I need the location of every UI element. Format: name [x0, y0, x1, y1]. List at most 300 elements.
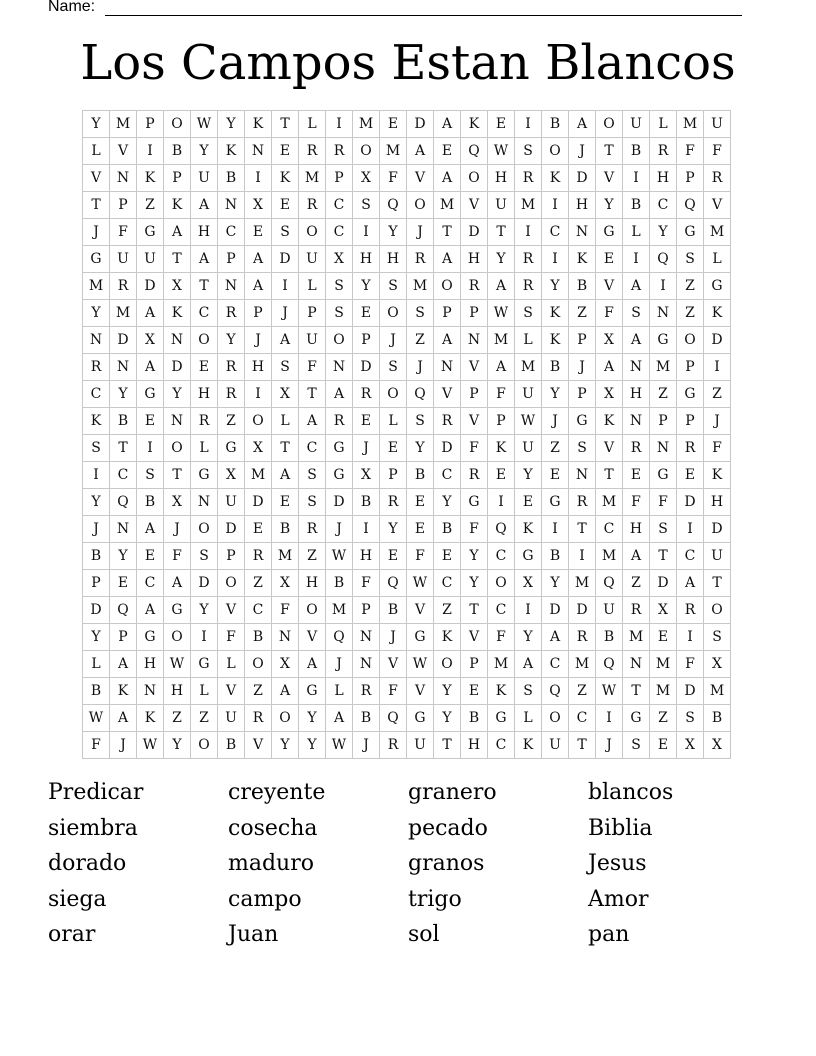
grid-cell: F	[461, 516, 488, 543]
grid-cell: A	[542, 624, 569, 651]
grid-cell: O	[461, 165, 488, 192]
grid-cell: E	[515, 489, 542, 516]
grid-cell: J	[407, 219, 434, 246]
grid-cell: P	[218, 246, 245, 273]
grid-cell: I	[515, 597, 542, 624]
grid-cell: P	[677, 165, 704, 192]
grid-cell: H	[650, 165, 677, 192]
grid-cell: R	[245, 705, 272, 732]
grid-cell: O	[164, 624, 191, 651]
grid-cell: A	[299, 651, 326, 678]
grid-cell: B	[218, 732, 245, 759]
grid-cell: V	[434, 381, 461, 408]
grid-cell: F	[650, 489, 677, 516]
grid-cell: I	[542, 246, 569, 273]
word-list-item: cosecha	[228, 815, 318, 841]
grid-cell: G	[407, 705, 434, 732]
grid-cell: K	[164, 192, 191, 219]
grid-cell: Y	[488, 246, 515, 273]
grid-cell: P	[677, 408, 704, 435]
grid-cell: J	[272, 300, 299, 327]
grid-cell: R	[677, 435, 704, 462]
grid-cell: R	[326, 138, 353, 165]
grid-cell: C	[650, 192, 677, 219]
grid-cell: G	[326, 435, 353, 462]
grid-cell: T	[623, 678, 650, 705]
grid-cell: L	[83, 651, 110, 678]
grid-cell: I	[488, 489, 515, 516]
grid-cell: O	[596, 111, 623, 138]
grid-cell: B	[353, 489, 380, 516]
grid-cell: N	[326, 354, 353, 381]
grid-cell: Y	[353, 273, 380, 300]
grid-cell: U	[515, 381, 542, 408]
grid-cell: C	[83, 381, 110, 408]
grid-cell: I	[704, 354, 731, 381]
word-list-item: trigo	[408, 886, 462, 912]
grid-cell: E	[434, 543, 461, 570]
grid-cell: O	[407, 192, 434, 219]
grid-cell: I	[353, 219, 380, 246]
grid-cell: J	[245, 327, 272, 354]
grid-cell: W	[137, 732, 164, 759]
grid-cell: T	[650, 543, 677, 570]
grid-cell: I	[326, 111, 353, 138]
grid-cell: U	[218, 705, 245, 732]
grid-cell: E	[407, 489, 434, 516]
grid-cell: P	[164, 165, 191, 192]
grid-cell: A	[137, 516, 164, 543]
grid-cell: H	[488, 165, 515, 192]
grid-cell: K	[515, 732, 542, 759]
grid-cell: Q	[542, 678, 569, 705]
grid-cell: E	[488, 111, 515, 138]
grid-cell: V	[218, 597, 245, 624]
grid-cell: R	[380, 732, 407, 759]
grid-cell: H	[353, 246, 380, 273]
grid-cell: Y	[515, 462, 542, 489]
grid-cell: Q	[461, 138, 488, 165]
grid-cell: S	[623, 732, 650, 759]
grid-cell: C	[542, 651, 569, 678]
grid-cell: O	[380, 381, 407, 408]
grid-cell: V	[218, 678, 245, 705]
grid-cell: M	[515, 354, 542, 381]
grid-cell: F	[704, 138, 731, 165]
grid-cell: C	[488, 597, 515, 624]
grid-cell: G	[218, 435, 245, 462]
grid-cell: W	[407, 651, 434, 678]
grid-cell: Q	[488, 516, 515, 543]
grid-cell: V	[83, 165, 110, 192]
grid-cell: C	[110, 462, 137, 489]
grid-cell: V	[461, 192, 488, 219]
grid-cell: M	[677, 111, 704, 138]
grid-cell: V	[461, 408, 488, 435]
grid-cell: U	[704, 111, 731, 138]
grid-cell: E	[380, 111, 407, 138]
grid-cell: N	[569, 219, 596, 246]
grid-cell: B	[272, 516, 299, 543]
grid-cell: T	[110, 435, 137, 462]
grid-cell: V	[461, 624, 488, 651]
grid-cell: B	[461, 705, 488, 732]
grid-cell: C	[191, 300, 218, 327]
grid-cell: K	[83, 408, 110, 435]
grid-cell: X	[272, 381, 299, 408]
grid-cell: A	[137, 300, 164, 327]
grid-cell: X	[704, 651, 731, 678]
grid-cell: Z	[650, 705, 677, 732]
grid-cell: K	[542, 300, 569, 327]
grid-cell: Y	[434, 678, 461, 705]
grid-cell: B	[83, 678, 110, 705]
grid-cell: K	[542, 327, 569, 354]
grid-cell: Y	[380, 219, 407, 246]
grid-cell: T	[299, 381, 326, 408]
grid-cell: J	[380, 327, 407, 354]
grid-cell: Z	[623, 570, 650, 597]
grid-cell: J	[110, 732, 137, 759]
grid-cell: G	[596, 219, 623, 246]
grid-cell: F	[218, 624, 245, 651]
grid-cell: M	[650, 651, 677, 678]
grid-cell: V	[596, 165, 623, 192]
grid-cell: O	[542, 705, 569, 732]
grid-cell: N	[164, 327, 191, 354]
grid-cell: R	[353, 678, 380, 705]
grid-cell: Q	[326, 624, 353, 651]
grid-cell: W	[83, 705, 110, 732]
grid-cell: J	[569, 354, 596, 381]
grid-cell: Z	[650, 381, 677, 408]
grid-cell: R	[434, 408, 461, 435]
grid-cell: M	[488, 651, 515, 678]
grid-cell: K	[137, 165, 164, 192]
grid-cell: Y	[83, 111, 110, 138]
grid-cell: R	[407, 246, 434, 273]
grid-cell: U	[515, 435, 542, 462]
grid-cell: A	[272, 327, 299, 354]
grid-cell: I	[650, 273, 677, 300]
grid-cell: U	[407, 732, 434, 759]
grid-cell: F	[488, 624, 515, 651]
grid-cell: L	[83, 138, 110, 165]
word-list-item: Biblia	[588, 815, 653, 841]
grid-cell: N	[110, 354, 137, 381]
grid-cell: D	[272, 246, 299, 273]
grid-cell: V	[407, 597, 434, 624]
grid-cell: A	[299, 408, 326, 435]
grid-cell: K	[569, 246, 596, 273]
grid-cell: K	[515, 516, 542, 543]
grid-cell: D	[434, 435, 461, 462]
grid-cell: H	[461, 246, 488, 273]
grid-cell: I	[83, 462, 110, 489]
grid-cell: F	[83, 732, 110, 759]
grid-cell: L	[218, 651, 245, 678]
grid-cell: G	[137, 624, 164, 651]
grid-cell: P	[488, 408, 515, 435]
grid-cell: S	[677, 705, 704, 732]
grid-cell: N	[623, 408, 650, 435]
grid-cell: S	[623, 300, 650, 327]
grid-cell: U	[191, 165, 218, 192]
grid-cell: D	[569, 165, 596, 192]
grid-cell: K	[488, 678, 515, 705]
grid-cell: J	[542, 408, 569, 435]
grid-cell: W	[326, 732, 353, 759]
grid-cell: B	[542, 111, 569, 138]
grid-cell: A	[272, 678, 299, 705]
grid-cell: C	[488, 543, 515, 570]
grid-cell: T	[461, 597, 488, 624]
grid-cell: G	[191, 462, 218, 489]
grid-cell: J	[326, 651, 353, 678]
grid-cell: C	[488, 732, 515, 759]
grid-cell: G	[461, 489, 488, 516]
grid-cell: W	[488, 138, 515, 165]
grid-cell: T	[488, 219, 515, 246]
grid-cell: F	[677, 651, 704, 678]
grid-cell: B	[83, 543, 110, 570]
grid-cell: O	[272, 705, 299, 732]
grid-cell: S	[326, 300, 353, 327]
grid-cell: K	[137, 705, 164, 732]
grid-cell: E	[407, 516, 434, 543]
grid-cell: F	[272, 597, 299, 624]
grid-cell: Y	[83, 300, 110, 327]
grid-cell: U	[137, 246, 164, 273]
grid-cell: A	[191, 246, 218, 273]
grid-cell: A	[623, 327, 650, 354]
grid-cell: N	[650, 435, 677, 462]
grid-cell: M	[380, 138, 407, 165]
grid-cell: B	[542, 354, 569, 381]
grid-cell: B	[380, 597, 407, 624]
grid-cell: E	[650, 732, 677, 759]
grid-cell: I	[569, 543, 596, 570]
grid-cell: P	[677, 354, 704, 381]
grid-cell: R	[515, 273, 542, 300]
grid-cell: N	[110, 165, 137, 192]
grid-cell: X	[245, 192, 272, 219]
grid-cell: D	[650, 570, 677, 597]
grid-cell: E	[137, 408, 164, 435]
grid-cell: A	[137, 354, 164, 381]
grid-cell: T	[272, 435, 299, 462]
grid-cell: X	[596, 327, 623, 354]
grid-cell: V	[596, 435, 623, 462]
name-blank-line	[105, 15, 742, 16]
grid-cell: H	[191, 381, 218, 408]
grid-cell: N	[191, 489, 218, 516]
grid-cell: I	[272, 273, 299, 300]
grid-cell: G	[650, 327, 677, 354]
grid-cell: C	[326, 219, 353, 246]
grid-cell: F	[488, 381, 515, 408]
grid-cell: G	[569, 408, 596, 435]
grid-cell: K	[110, 678, 137, 705]
grid-cell: A	[488, 354, 515, 381]
grid-cell: M	[596, 489, 623, 516]
grid-cell: D	[569, 597, 596, 624]
grid-cell: K	[704, 462, 731, 489]
grid-cell: V	[245, 732, 272, 759]
grid-cell: W	[407, 570, 434, 597]
grid-cell: J	[164, 516, 191, 543]
grid-cell: D	[704, 327, 731, 354]
grid-cell: N	[218, 192, 245, 219]
grid-cell: N	[218, 273, 245, 300]
grid-cell: A	[515, 651, 542, 678]
grid-cell: Y	[542, 381, 569, 408]
grid-cell: B	[353, 705, 380, 732]
grid-cell: S	[380, 354, 407, 381]
grid-cell: L	[515, 327, 542, 354]
grid-cell: H	[191, 219, 218, 246]
grid-cell: O	[677, 327, 704, 354]
grid-cell: R	[569, 489, 596, 516]
grid-cell: P	[353, 597, 380, 624]
grid-cell: T	[704, 570, 731, 597]
grid-cell: L	[623, 219, 650, 246]
grid-cell: D	[164, 354, 191, 381]
grid-cell: J	[353, 435, 380, 462]
grid-cell: F	[380, 678, 407, 705]
grid-cell: M	[83, 273, 110, 300]
grid-cell: S	[569, 435, 596, 462]
grid-cell: H	[380, 246, 407, 273]
grid-cell: E	[380, 435, 407, 462]
grid-cell: X	[272, 570, 299, 597]
grid-cell: P	[461, 300, 488, 327]
name-field	[48, 0, 742, 18]
grid-cell: M	[650, 678, 677, 705]
grid-cell: M	[272, 543, 299, 570]
grid-cell: C	[596, 516, 623, 543]
grid-cell: Q	[677, 192, 704, 219]
grid-cell: A	[110, 651, 137, 678]
grid-cell: A	[137, 597, 164, 624]
grid-cell: D	[407, 111, 434, 138]
grid-cell: Y	[650, 219, 677, 246]
grid-cell: O	[191, 327, 218, 354]
grid-cell: S	[272, 219, 299, 246]
grid-cell: S	[272, 354, 299, 381]
grid-cell: M	[407, 273, 434, 300]
grid-cell: Y	[272, 732, 299, 759]
grid-cell: Z	[677, 273, 704, 300]
grid-cell: G	[83, 246, 110, 273]
word-list-item: Predicar	[48, 780, 144, 805]
grid-cell: B	[110, 408, 137, 435]
grid-cell: D	[353, 354, 380, 381]
grid-cell: S	[677, 246, 704, 273]
grid-cell: B	[326, 570, 353, 597]
grid-cell: U	[704, 543, 731, 570]
grid-cell: R	[623, 435, 650, 462]
grid-cell: O	[245, 651, 272, 678]
grid-cell: A	[434, 246, 461, 273]
grid-cell: L	[299, 111, 326, 138]
grid-cell: D	[110, 327, 137, 354]
grid-cell: R	[623, 597, 650, 624]
grid-cell: U	[488, 192, 515, 219]
grid-cell: S	[83, 435, 110, 462]
grid-cell: P	[569, 327, 596, 354]
grid-cell: F	[299, 354, 326, 381]
grid-cell: S	[515, 678, 542, 705]
grid-cell: S	[407, 300, 434, 327]
grid-cell: D	[218, 516, 245, 543]
grid-cell: K	[434, 624, 461, 651]
grid-cell: I	[137, 435, 164, 462]
grid-cell: U	[542, 732, 569, 759]
grid-cell: G	[542, 489, 569, 516]
grid-cell: Y	[434, 489, 461, 516]
grid-cell: P	[218, 543, 245, 570]
grid-cell: I	[191, 624, 218, 651]
grid-cell: R	[326, 408, 353, 435]
grid-cell: A	[245, 246, 272, 273]
grid-cell: W	[326, 543, 353, 570]
grid-cell: I	[623, 246, 650, 273]
word-list-item: pan	[588, 922, 630, 948]
grid-cell: N	[569, 462, 596, 489]
grid-cell: D	[677, 678, 704, 705]
grid-cell: Z	[569, 300, 596, 327]
word-list-item: siembra	[48, 815, 138, 841]
grid-cell: P	[380, 462, 407, 489]
grid-cell: H	[245, 354, 272, 381]
grid-cell: T	[164, 462, 191, 489]
grid-cell: D	[461, 219, 488, 246]
grid-cell: F	[164, 543, 191, 570]
grid-cell: S	[704, 624, 731, 651]
grid-cell: N	[83, 327, 110, 354]
grid-cell: I	[245, 381, 272, 408]
grid-cell: X	[218, 462, 245, 489]
grid-cell: A	[434, 327, 461, 354]
grid-cell: P	[299, 300, 326, 327]
grid-cell: L	[650, 111, 677, 138]
grid-cell: B	[137, 489, 164, 516]
grid-cell: H	[569, 192, 596, 219]
grid-cell: X	[650, 597, 677, 624]
grid-cell: J	[569, 138, 596, 165]
grid-cell: Q	[380, 705, 407, 732]
grid-cell: A	[164, 570, 191, 597]
grid-cell: S	[299, 489, 326, 516]
grid-cell: H	[461, 732, 488, 759]
word-list-item: blancos	[588, 780, 674, 805]
grid-cell: Q	[596, 651, 623, 678]
grid-cell: U	[299, 246, 326, 273]
grid-cell: J	[380, 624, 407, 651]
grid-cell: X	[164, 273, 191, 300]
grid-cell: P	[461, 381, 488, 408]
grid-cell: U	[110, 246, 137, 273]
grid-cell: L	[380, 408, 407, 435]
grid-cell: R	[677, 597, 704, 624]
grid-cell: P	[83, 570, 110, 597]
grid-cell: T	[596, 138, 623, 165]
grid-cell: R	[110, 273, 137, 300]
grid-cell: X	[164, 489, 191, 516]
grid-cell: B	[569, 273, 596, 300]
grid-cell: B	[704, 705, 731, 732]
